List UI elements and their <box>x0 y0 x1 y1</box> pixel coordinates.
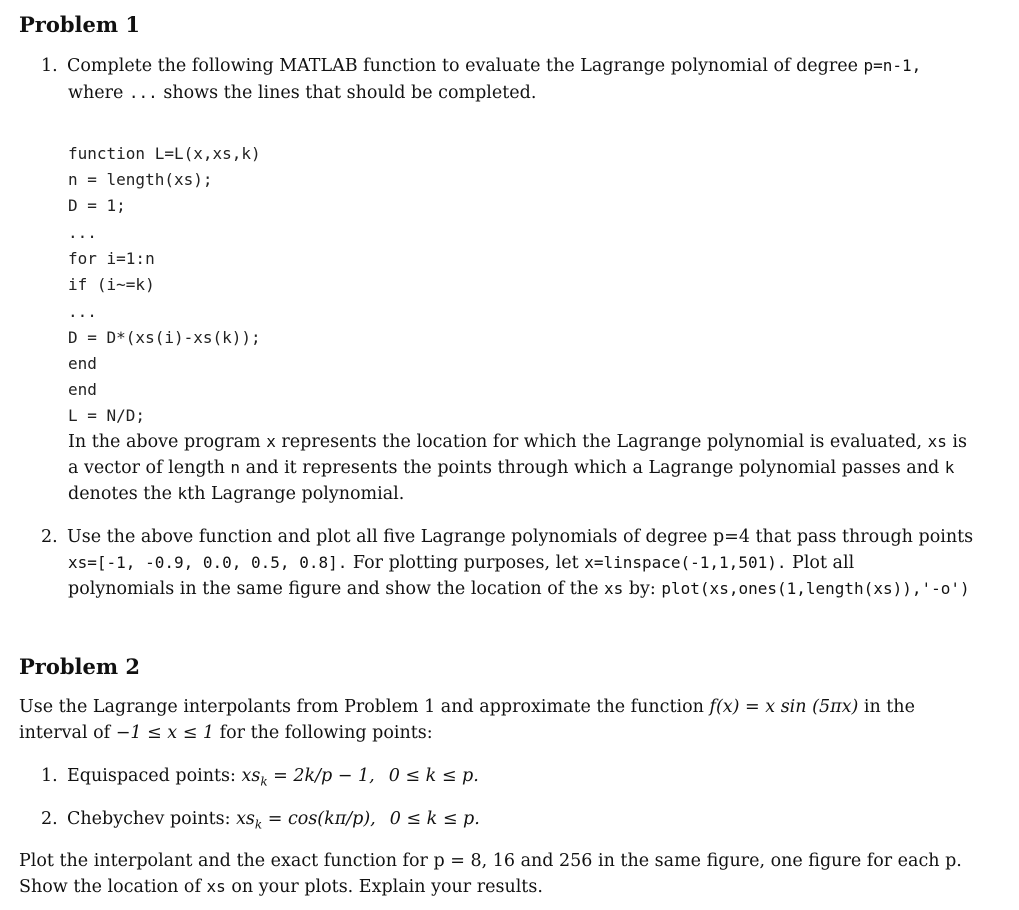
explain-code: n <box>230 458 241 477</box>
explain-code: x <box>266 432 276 451</box>
p1-item1-where: where <box>68 83 129 103</box>
function-formula: f(x) = x sin (5πx) <box>709 697 859 717</box>
p2-closing-line1: Plot the interpolant and the exact function for p = 8, 16 and 256 in the same figure, one figure for each p. <box>19 851 962 871</box>
range: 0 ≤ k ≤ p. <box>389 809 480 829</box>
p1-item2-line3 <box>68 576 970 602</box>
xs-code: xs <box>604 579 624 598</box>
p2-item2-number: 2. <box>41 809 58 829</box>
explain-text: In the above program <box>68 432 267 452</box>
code-line-8: D = D*(xs(i)-xs(k)); <box>68 328 261 347</box>
p2-text: for the following points: <box>214 723 433 743</box>
code-line-2: n = length(xs); <box>68 170 213 189</box>
p2-item2 <box>41 806 480 838</box>
p2-text: in the <box>858 697 915 717</box>
subscript: k <box>260 774 268 789</box>
p1-item2-text: polynomials in the same figure and show the location of the <box>68 579 604 599</box>
p2-text: Use the Lagrange interpolants from Problem 1 and approximate the function <box>19 697 710 717</box>
code-line-6: if (i~=k) <box>68 275 155 294</box>
p2-text: Show the location of <box>19 877 207 897</box>
p1-item2-text: by: <box>623 579 662 599</box>
p1-item1-degree-code: p=n-1, <box>863 56 922 75</box>
p1-item1-line1 <box>41 53 921 79</box>
p1-item2-line1 <box>41 524 973 550</box>
code-line-3: D = 1; <box>68 196 126 215</box>
code-line-7: ... <box>68 302 97 321</box>
explain-text: is <box>946 432 967 452</box>
p2-item1-number: 1. <box>41 766 58 786</box>
p2-text: on your plots. Explain your results. <box>225 877 543 897</box>
explain-text: a vector of length <box>68 458 231 478</box>
p1-explain-line3 <box>68 481 404 507</box>
p1-item1-text: Complete the following MATLAB function to evaluate the Lagrange polynomial of degree <box>67 56 864 76</box>
code-line-9: end <box>68 354 97 373</box>
xs-symbol: xs <box>241 766 261 786</box>
explain-code: k <box>944 458 955 477</box>
code-line-10: end <box>68 380 97 399</box>
xs-code: xs=[-1, -0.9, 0.0, 0.5, 0.8]. <box>68 553 348 572</box>
explain-code: k <box>177 484 188 503</box>
p1-item1-ellipsis: ... <box>128 83 158 102</box>
p1-item2-text: For plotting purposes, let <box>347 553 585 573</box>
interval-formula: −1 ≤ x ≤ 1 <box>115 723 215 743</box>
explain-text: denotes the <box>68 484 178 504</box>
range: 0 ≤ k ≤ p. <box>388 766 479 786</box>
p1-explain-line1 <box>68 429 967 455</box>
p1-explain-line2 <box>68 455 954 481</box>
p2-item1 <box>41 763 479 795</box>
explain-code: xs <box>927 432 947 451</box>
p1-item2-number: 2. <box>41 527 58 547</box>
code-line-11: L = N/D; <box>68 406 146 425</box>
explain-text: represents the location for which the Lagrange polynomial is evaluated, <box>275 432 928 452</box>
p1-item2-line2 <box>68 550 854 576</box>
p2-intro-line2 <box>19 720 433 746</box>
p2-text: interval of <box>19 723 116 743</box>
p1-item1-number: 1. <box>41 56 58 76</box>
p2-intro-line1 <box>19 694 915 720</box>
p1-item1-line2 <box>68 80 536 106</box>
code-line-5: for i=1:n <box>68 249 155 268</box>
code-line-1: function L=L(x,xs,k) <box>68 144 261 163</box>
formula-rhs: = 2k/p − 1, <box>267 766 375 786</box>
problem-1-heading: Problem 1 <box>19 12 141 37</box>
xs-symbol: xs <box>236 809 255 829</box>
plot-code: plot(xs,ones(1,length(xs)),'-o') <box>661 579 970 598</box>
explain-text: and it represents the points through which a Lagrange polynomial passes and <box>240 458 945 478</box>
problem-2-heading: Problem 2 <box>19 654 141 679</box>
p2-closing-line2 <box>19 874 543 900</box>
explain-text: th Lagrange polynomial. <box>187 484 405 504</box>
p1-item1-line2-text: shows the lines that should be completed. <box>157 83 537 103</box>
p2-item1-label: Equispaced points: <box>67 766 242 786</box>
formula-rhs: = cos(kπ/p), <box>262 809 376 829</box>
p2-item2-label: Chebychev points: <box>67 809 237 829</box>
code-line-4: ... <box>68 223 97 242</box>
linspace-code: x=linspace(-1,1,501). <box>584 553 787 572</box>
p1-item2-text: Use the above function and plot all five Lagrange polynomials of degree p=4 that pass through points <box>67 527 974 547</box>
subscript: k <box>254 817 263 832</box>
p1-item2-text: Plot all <box>786 553 855 573</box>
xs-code: xs <box>206 877 226 896</box>
